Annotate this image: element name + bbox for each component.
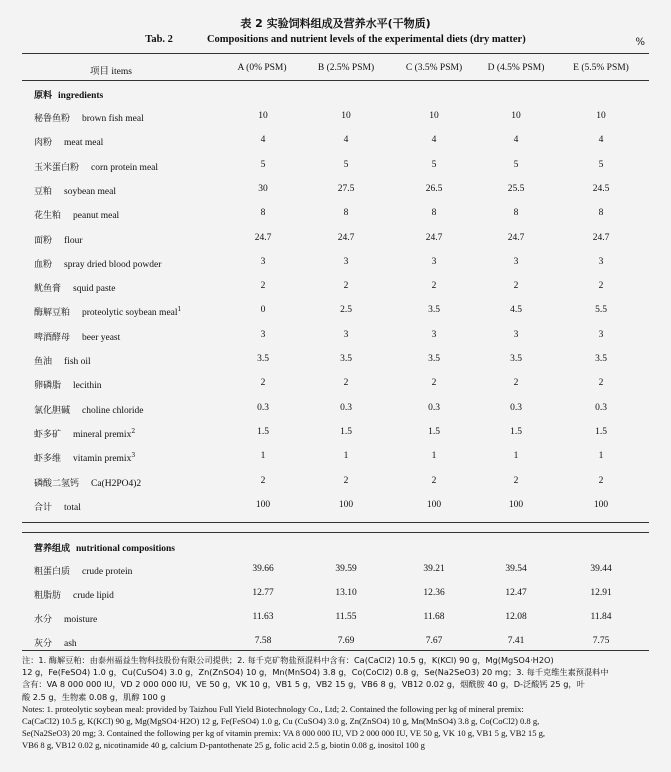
header-col-a: A (0% PSM) bbox=[237, 63, 287, 73]
header-items: 项目 items bbox=[90, 67, 132, 77]
ingredient-value-c: 10 bbox=[429, 111, 439, 121]
nutrient-value-a: 7.58 bbox=[254, 636, 272, 646]
ingredient-value-e: 10 bbox=[596, 111, 606, 121]
ingredient-label bbox=[34, 208, 119, 221]
ingredient-value-b: 3 bbox=[343, 330, 349, 340]
header-col-e: E (5.5% PSM) bbox=[573, 63, 629, 73]
nutrient-value-e: 39.44 bbox=[590, 564, 612, 574]
nutrient-row bbox=[0, 612, 671, 626]
ingredient-value-d: 4.5 bbox=[510, 305, 522, 315]
ingredient-value-a: 0 bbox=[260, 305, 266, 315]
note-cn-line: 12 g，Fe(FeSO4) 1.0 g，Cu(CuSO4) 3.0 g，Zn(ZnSO4) 10 g，Mn(MnSO4) 3.8 g，Co(CoCl2) 0.8 g，Se(Na2SeO3) 20 mg；3. 每千克维生素预混料中 bbox=[22, 667, 609, 678]
ingredient-row bbox=[0, 233, 671, 247]
top-rule bbox=[22, 53, 649, 54]
nutrient-value-d: 12.08 bbox=[505, 612, 527, 622]
ingredient-value-c: 4 bbox=[431, 135, 437, 145]
ingredient-value-a: 1.5 bbox=[257, 427, 269, 437]
ingredient-row bbox=[0, 500, 671, 514]
ingredient-name-cn: 肉粉 bbox=[34, 138, 53, 148]
ingredient-value-e: 24.5 bbox=[592, 184, 610, 194]
note-cn-line: 含有：VA 8 000 000 IU，VD 2 000 000 IU，VE 50 g，VK 10 g，VB1 5 g，VB2 15 g，VB6 8 g，VB12 0.02 g，烟酰胺 40 g，D-泛酸钙 25 g，叶 bbox=[22, 679, 585, 690]
ingredient-name-cn: 合计 bbox=[34, 503, 53, 513]
ingredient-name-en: soybean meal bbox=[64, 187, 116, 197]
ingredient-name-cn: 啤酒酵母 bbox=[34, 333, 71, 343]
ingredient-value-e: 4 bbox=[598, 135, 604, 145]
ingredient-label bbox=[34, 184, 116, 197]
nutrient-value-b: 39.59 bbox=[335, 564, 357, 574]
ingredient-row bbox=[0, 403, 671, 417]
ingredient-name-cn: 卵磷脂 bbox=[34, 381, 62, 391]
nutrient-value-d: 7.41 bbox=[507, 636, 525, 646]
ingredient-value-b: 5 bbox=[343, 160, 349, 170]
nutrient-value-a: 12.77 bbox=[252, 588, 274, 598]
ingredients-section-heading bbox=[0, 88, 671, 102]
nutrient-name-cn: 水分 bbox=[34, 615, 53, 625]
ingredient-row bbox=[0, 281, 671, 295]
ingredient-value-d: 100 bbox=[508, 500, 524, 510]
ingredient-row bbox=[0, 427, 671, 441]
ingredient-value-e: 2 bbox=[598, 281, 604, 291]
ingredient-value-d: 3.5 bbox=[510, 354, 522, 364]
ingredient-footnote-marker: 3 bbox=[131, 452, 136, 459]
nutrient-value-e: 11.84 bbox=[590, 612, 612, 622]
ingredient-value-b: 1.5 bbox=[340, 427, 352, 437]
nutrient-value-a: 11.63 bbox=[252, 612, 274, 622]
ingredient-value-d: 3 bbox=[513, 257, 519, 267]
unit-label: % bbox=[635, 37, 645, 48]
ingredient-name-cn: 豆粕 bbox=[34, 187, 53, 197]
ingredient-name-cn: 面粉 bbox=[34, 236, 53, 246]
ingredient-value-c: 5 bbox=[431, 160, 437, 170]
ingredient-value-b: 2 bbox=[343, 378, 349, 388]
ingredient-value-d: 3 bbox=[513, 330, 519, 340]
ingredient-value-a: 5 bbox=[260, 160, 266, 170]
nutrient-value-d: 39.54 bbox=[505, 564, 527, 574]
nutrient-row bbox=[0, 588, 671, 602]
ingredient-name-cn: 鱿鱼膏 bbox=[34, 284, 62, 294]
ingredient-value-b: 24.7 bbox=[337, 233, 355, 243]
ingredient-value-c: 2 bbox=[431, 476, 437, 486]
table-number: Tab. 2 bbox=[145, 34, 173, 45]
ingredient-value-a: 3 bbox=[260, 330, 266, 340]
ingredients-section-cn: 原料 bbox=[34, 91, 53, 101]
nutrient-label bbox=[34, 636, 77, 649]
nutrient-name-cn: 粗蛋白质 bbox=[34, 567, 71, 577]
nutrient-value-b: 13.10 bbox=[335, 588, 357, 598]
ingredient-footnote-marker: 2 bbox=[131, 428, 136, 435]
ingredient-value-c: 2 bbox=[431, 281, 437, 291]
ingredient-footnote-marker: 1 bbox=[177, 306, 182, 313]
ingredient-value-d: 2 bbox=[513, 281, 519, 291]
note-en-line: Notes: 1. proteolytic soybean meal: provided by Taizhou Full Yield Biotechnology Co., Ltd; 2. Contained the following per kg of mineral premix: bbox=[22, 703, 524, 714]
ingredients-section-en: ingredients bbox=[58, 91, 104, 101]
ingredient-value-b: 27.5 bbox=[337, 184, 355, 194]
ingredient-value-b: 100 bbox=[338, 500, 354, 510]
header-col-c: C (3.5% PSM) bbox=[405, 63, 463, 73]
ingredient-value-b: 8 bbox=[343, 208, 349, 218]
ingredient-value-c: 3.5 bbox=[428, 305, 440, 315]
header-rule bbox=[22, 80, 649, 81]
nutrient-name-en: crude lipid bbox=[73, 591, 114, 601]
ingredient-value-a: 3.5 bbox=[257, 354, 269, 364]
notes-cn bbox=[22, 654, 649, 703]
notes-en bbox=[22, 703, 649, 752]
ingredient-value-c: 2 bbox=[431, 378, 437, 388]
ingredient-value-e: 0.3 bbox=[595, 403, 607, 413]
nutrient-value-e: 12.91 bbox=[590, 588, 612, 598]
ingredient-value-d: 25.5 bbox=[507, 184, 525, 194]
ingredient-row bbox=[0, 354, 671, 368]
ingredient-value-c: 0.3 bbox=[428, 403, 440, 413]
ingredient-value-b: 0.3 bbox=[340, 403, 352, 413]
nutrient-value-b: 7.69 bbox=[337, 636, 355, 646]
ingredient-value-e: 5 bbox=[598, 160, 604, 170]
nutrient-name-en: moisture bbox=[64, 615, 98, 625]
ingredient-value-b: 3.5 bbox=[340, 354, 352, 364]
ingredient-name-en: choline chloride bbox=[82, 406, 144, 416]
ingredient-label bbox=[34, 476, 141, 489]
ingredient-name-en: meat meal bbox=[64, 138, 104, 148]
ingredient-value-c: 100 bbox=[426, 500, 442, 510]
ingredient-row bbox=[0, 330, 671, 344]
ingredient-value-e: 24.7 bbox=[592, 233, 610, 243]
bottom-rule bbox=[22, 650, 649, 651]
ingredient-row bbox=[0, 476, 671, 490]
ingredient-label bbox=[34, 378, 102, 391]
nutrient-label bbox=[34, 612, 97, 625]
ingredient-name-cn: 秘鲁鱼粉 bbox=[34, 114, 71, 124]
ingredient-value-a: 2 bbox=[260, 378, 266, 388]
note-cn-line: 注：1. 酶解豆粕：由泰州福益生物科技股份有限公司提供；2. 每千克矿物盐预混料中含有：Ca(CaCl2) 10.5 g，K(KCl) 90 g，Mg(MgSO4·H2O) bbox=[22, 655, 554, 665]
nutrient-value-c: 11.68 bbox=[423, 612, 445, 622]
ingredient-value-b: 2.5 bbox=[340, 305, 352, 315]
ingredient-value-d: 8 bbox=[513, 208, 519, 218]
ingredient-label bbox=[34, 111, 144, 124]
ingredient-name-en: fish oil bbox=[64, 357, 91, 367]
ingredient-name-cn: 酶解豆粕 bbox=[34, 308, 71, 318]
ingredient-name-en: beer yeast bbox=[82, 333, 121, 343]
ingredient-name-en: lecithin bbox=[73, 381, 102, 391]
ingredient-value-d: 4 bbox=[513, 135, 519, 145]
nutrient-name-cn: 灰分 bbox=[34, 639, 53, 649]
ingredient-label bbox=[34, 257, 161, 270]
ingredient-row bbox=[0, 208, 671, 222]
ingredient-value-c: 3 bbox=[431, 257, 437, 267]
nutrient-label bbox=[34, 564, 132, 577]
nutrition-section-heading bbox=[0, 541, 671, 555]
ingredient-value-e: 100 bbox=[593, 500, 609, 510]
note-en-line: Se(Na2SeO3) 20 mg; 3. Contained the following per kg of vitamin premix: VA 8 000 000 IU, VD 2 000 000 IU, VE 50 g, VK 10 g, VB1 5 g, VB2 15 g, bbox=[22, 728, 546, 739]
ingredient-value-c: 26.5 bbox=[425, 184, 443, 194]
ingredient-name-en: total bbox=[64, 503, 81, 513]
header-col-d: D (4.5% PSM) bbox=[487, 63, 545, 73]
ingredient-name-en: vitamin premix bbox=[73, 454, 132, 464]
ingredient-value-c: 8 bbox=[431, 208, 437, 218]
ingredient-name-en: brown fish meal bbox=[82, 114, 144, 124]
ingredient-name-en: proteolytic soybean meal bbox=[82, 308, 178, 318]
ingredient-label bbox=[34, 451, 135, 464]
ingredient-name-cn: 鱼油 bbox=[34, 357, 53, 367]
ingredient-label bbox=[34, 305, 181, 318]
ingredient-value-a: 4 bbox=[260, 135, 266, 145]
ingredient-row bbox=[0, 451, 671, 465]
ingredient-label bbox=[34, 160, 158, 173]
ingredient-value-a: 24.7 bbox=[254, 233, 272, 243]
ingredient-value-a: 8 bbox=[260, 208, 266, 218]
ingredient-name-en: peanut meal bbox=[73, 211, 120, 221]
table-notes bbox=[22, 654, 649, 752]
nutrient-value-c: 39.21 bbox=[423, 564, 445, 574]
table-title-en bbox=[0, 34, 671, 45]
ingredient-value-c: 1.5 bbox=[428, 427, 440, 437]
ingredient-value-d: 5 bbox=[513, 160, 519, 170]
ingredient-row bbox=[0, 257, 671, 271]
ingredient-name-cn: 虾多矿 bbox=[34, 430, 62, 440]
ingredient-name-cn: 玉米蛋白粉 bbox=[34, 163, 80, 173]
ingredient-row bbox=[0, 135, 671, 149]
ingredient-label bbox=[34, 135, 103, 148]
ingredient-value-a: 100 bbox=[255, 500, 271, 510]
ingredient-name-en: Ca(H2PO4)2 bbox=[91, 479, 142, 489]
ingredient-value-b: 10 bbox=[341, 111, 351, 121]
ingredient-label bbox=[34, 403, 143, 416]
ingredient-value-e: 1.5 bbox=[595, 427, 607, 437]
ingredient-label bbox=[34, 233, 82, 246]
note-en-line: Ca(CaCl2) 10.5 g, K(KCl) 90 g, Mg(MgSO4·H2O) 12 g, Fe(FeSO4) 1.0 g, Cu (CuSO4) 3.0 g, Zn(ZnSO4) 10 g, Mn(MnSO4) 3.8 g, Co(CoCl2) 0.8 g, bbox=[22, 716, 540, 727]
ingredient-value-a: 0.3 bbox=[257, 403, 269, 413]
ingredient-value-c: 3.5 bbox=[428, 354, 440, 364]
ingredient-value-e: 3.5 bbox=[595, 354, 607, 364]
ingredient-label bbox=[34, 354, 91, 367]
ingredient-value-b: 2 bbox=[343, 476, 349, 486]
ingredient-value-a: 1 bbox=[260, 451, 266, 461]
nutrient-value-d: 12.47 bbox=[505, 588, 527, 598]
ingredient-value-e: 3 bbox=[598, 257, 604, 267]
ingredient-label bbox=[34, 427, 135, 440]
ingredient-value-b: 3 bbox=[343, 257, 349, 267]
nutrient-value-c: 12.36 bbox=[423, 588, 445, 598]
nutrient-value-b: 11.55 bbox=[335, 612, 357, 622]
ingredient-value-b: 1 bbox=[343, 451, 349, 461]
note-en-line: VB6 8 g, VB12 0.02 g, nicotinamide 40 g, calcium D-pantothenate 25 g, folic acid 2.5 g, biotin 0.08 g, inositol 100 g bbox=[22, 740, 425, 751]
ingredient-value-a: 10 bbox=[258, 111, 268, 121]
note-cn-line: 酸 2.5 g，生物素 0.08 g，肌醇 100 g bbox=[22, 691, 166, 702]
nutrient-row bbox=[0, 636, 671, 650]
ingredient-value-e: 1 bbox=[598, 451, 604, 461]
ingredient-value-b: 2 bbox=[343, 281, 349, 291]
ingredient-value-d: 1 bbox=[513, 451, 519, 461]
ingredient-value-d: 2 bbox=[513, 378, 519, 388]
nutrient-label bbox=[34, 588, 114, 601]
ingredient-name-cn: 血粉 bbox=[34, 260, 53, 270]
ingredient-label bbox=[34, 330, 120, 343]
ingredient-row bbox=[0, 111, 671, 125]
ingredient-value-d: 1.5 bbox=[510, 427, 522, 437]
ingredient-value-e: 5.5 bbox=[595, 305, 607, 315]
ingredient-label bbox=[34, 281, 116, 294]
ingredient-value-a: 3 bbox=[260, 257, 266, 267]
nutrition-section-cn: 营养组成 bbox=[34, 544, 71, 554]
nutrient-value-e: 7.75 bbox=[592, 636, 610, 646]
ingredient-row bbox=[0, 184, 671, 198]
ingredient-row bbox=[0, 378, 671, 392]
ingredient-name-cn: 虾多维 bbox=[34, 454, 62, 464]
section-rule bbox=[22, 532, 649, 533]
ingredient-row bbox=[0, 305, 671, 319]
ingredient-value-c: 24.7 bbox=[425, 233, 443, 243]
ingredient-value-c: 3 bbox=[431, 330, 437, 340]
table-title-en-text: Compositions and nutrient levels of the experimental diets (dry matter) bbox=[206, 34, 526, 45]
nutrient-value-c: 7.67 bbox=[425, 636, 443, 646]
ingredient-label bbox=[34, 500, 81, 513]
ingredient-name-en: flour bbox=[64, 236, 83, 246]
ingredient-value-d: 0.3 bbox=[510, 403, 522, 413]
nutrient-name-en: crude protein bbox=[82, 567, 133, 577]
ingredient-value-d: 2 bbox=[513, 476, 519, 486]
ingredient-value-e: 2 bbox=[598, 378, 604, 388]
ingredient-row bbox=[0, 160, 671, 174]
ingredient-name-en: squid paste bbox=[73, 284, 116, 294]
nutrient-value-a: 39.66 bbox=[252, 564, 274, 574]
nutrient-name-en: ash bbox=[64, 639, 77, 649]
ingredient-value-a: 30 bbox=[258, 184, 268, 194]
ingredient-value-e: 3 bbox=[598, 330, 604, 340]
nutrient-name-cn: 粗脂肪 bbox=[34, 591, 62, 601]
ingredient-value-e: 8 bbox=[598, 208, 604, 218]
table-title-cn: 表 2 实验饲料组成及营养水平(干物质) bbox=[240, 17, 431, 30]
ingredient-name-en: mineral premix bbox=[73, 430, 132, 440]
header-col-b: B (2.5% PSM) bbox=[317, 63, 375, 73]
ingredient-value-e: 2 bbox=[598, 476, 604, 486]
ingredient-name-cn: 磷酸二氢钙 bbox=[34, 479, 80, 489]
header-row bbox=[0, 63, 671, 77]
nutrient-row bbox=[0, 564, 671, 578]
ingredient-name-cn: 氯化胆碱 bbox=[34, 406, 71, 416]
ingredient-value-c: 1 bbox=[431, 451, 437, 461]
ingredient-value-a: 2 bbox=[260, 476, 266, 486]
ingredient-value-d: 24.7 bbox=[507, 233, 525, 243]
ingredient-name-en: spray dried blood powder bbox=[64, 260, 162, 270]
ingredient-value-b: 4 bbox=[343, 135, 349, 145]
ingredient-value-a: 2 bbox=[260, 281, 266, 291]
total-rule bbox=[22, 522, 649, 523]
nutrition-section-en: nutritional compositions bbox=[76, 544, 175, 554]
ingredient-value-d: 10 bbox=[511, 111, 521, 121]
ingredient-name-cn: 花生粕 bbox=[34, 211, 62, 221]
ingredient-name-en: corn protein meal bbox=[91, 163, 159, 173]
